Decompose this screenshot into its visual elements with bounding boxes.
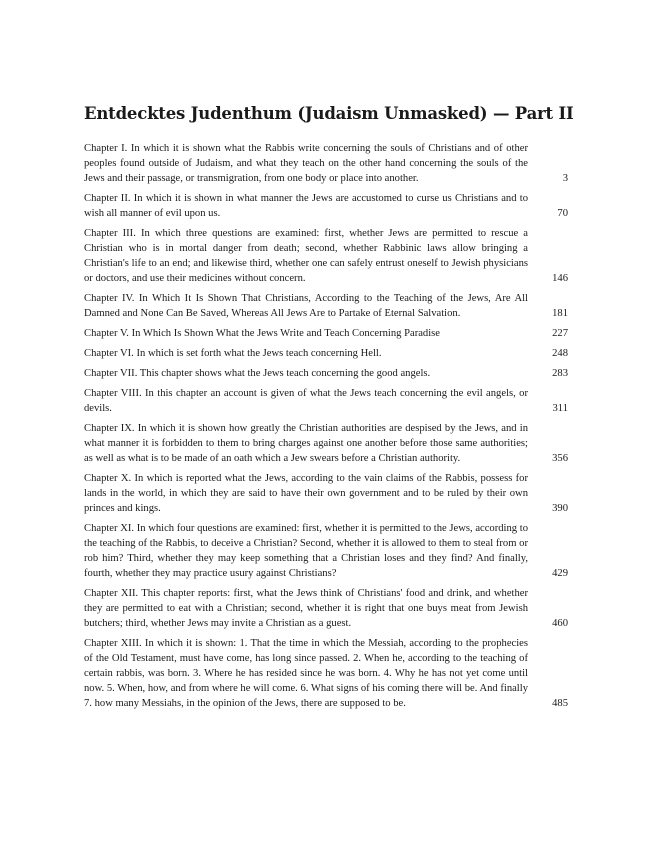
toc-entry-page: 485 xyxy=(552,698,568,709)
toc-entry-text: Chapter X. In which is reported what the Jews, according to the vain claims of the Rabbis, possess for lands in the world, in which they are said to have their own government and to be ruled by their own princes and kings. xyxy=(84,473,528,514)
toc-entry-5 xyxy=(84,326,568,341)
toc-entry-text: Chapter II. In which it is shown in what manner the Jews are accustomed to curse us Christians and to wish all manner of evil upon us. xyxy=(84,193,528,219)
page-title: Entdecktes Judenthum (Judaism Unmasked) — Part II xyxy=(84,104,574,123)
toc-entry-text: Chapter V. In Which Is Shown What the Jews Write and Teach Concerning Paradise xyxy=(84,328,441,339)
toc-entry-page: 146 xyxy=(552,273,568,284)
toc-entry-9 xyxy=(84,421,568,466)
toc-entry-text: Chapter VII. This chapter shows what the Jews teach concerning the good angels. xyxy=(84,368,431,379)
toc-entry-page: 429 xyxy=(552,568,568,579)
toc-entry-13 xyxy=(84,636,568,711)
toc-entry-12 xyxy=(84,586,568,631)
toc-entry-page: 356 xyxy=(552,453,568,464)
toc-entry-page: 70 xyxy=(557,208,568,219)
toc-entry-page: 248 xyxy=(552,348,568,359)
toc-entry-3 xyxy=(84,226,568,286)
toc-entry-text: Chapter III. In which three questions are examined: first, whether Jews are permitted to rescue a Christian who is in mortal danger from death; second, whether Rabbinic laws allow bringing a Christian's life to an end; and likewise third, whether one can safely entrust oneself to Jewish physicians or doctors, and use their medicines without concern. xyxy=(84,228,528,284)
toc-entry-page: 460 xyxy=(552,618,568,629)
toc-entry-page: 283 xyxy=(552,368,568,379)
toc-entry-page: 311 xyxy=(552,403,568,414)
toc-entry-2 xyxy=(84,191,568,221)
toc-entry-text: Chapter I. In which it is shown what the Rabbis write concerning the souls of Christians and of other peoples found outside of Judaism, and what they teach on the other hand concerning the souls of the Jews and their passage, or transmigration, from one body or place into another. xyxy=(84,143,528,184)
toc-entry-4 xyxy=(84,291,568,321)
toc-entry-text: Chapter XI. In which four questions are examined: first, whether it is permitted to the Jews, according to the teaching of the Rabbis, to deceive a Christian? Second, whether it is allowed to them to steal from or rob him? Third, whether they may keep something that a Christian loses and they find? And finally, fourth, whether they may practice usury against Christians? xyxy=(84,523,528,579)
toc-entry-text: Chapter IV. In Which It Is Shown That Christians, According to the Teaching of the Jews, Are All Damned and None Can Be Saved, Whereas All Jews Are to Partake of Eternal Salvation. xyxy=(84,293,528,319)
toc-entry-page: 390 xyxy=(552,503,568,514)
toc-entry-page: 227 xyxy=(552,328,568,339)
toc-entry-10 xyxy=(84,471,568,516)
toc-entry-text: Chapter XII. This chapter reports: first, what the Jews think of Christians' food and drink, and whether they are permitted to eat with a Christian; second, whether it is right that one buys meat from Jewish butchers; third, whether Jews may invite a Christian as a guest. xyxy=(84,588,528,629)
toc-entry-1 xyxy=(84,141,568,186)
toc-entry-7 xyxy=(84,366,568,381)
toc-entry-11 xyxy=(84,521,568,581)
toc-entry-page: 3 xyxy=(562,173,568,184)
toc-entry-text: Chapter VIII. In this chapter an account is given of what the Jews teach concerning the evil angels, or devils. xyxy=(84,388,528,414)
table-of-contents xyxy=(84,141,568,716)
toc-entry-text: Chapter VI. In which is set forth what the Jews teach concerning Hell. xyxy=(84,348,382,359)
toc-entry-text: Chapter IX. In which it is shown how greatly the Christian authorities are despised by the Jews, and in what manner it is forbidden to them to bring charges against one another before those same authorities; as well as what is to be made of an oath which a Jew swears before a Christian authority. xyxy=(84,423,528,464)
toc-entry-6 xyxy=(84,346,568,361)
toc-entry-text: Chapter XIII. In which it is shown: 1. That the time in which the Messiah, according to the prophecies of the Old Testament, must have come, has long since passed. 2. When he, according to the teaching of certain rabbis, was born. 3. Where he has resided since he was born. 4. Why he has not yet come until now. 5. When, how, and from where he will come. 6. What signs of his coming there will be. And finally 7. how many Messiahs, in the opinion of the Jews, there are supposed to be. xyxy=(84,638,528,709)
toc-entry-page: 181 xyxy=(552,308,568,319)
toc-entry-8 xyxy=(84,386,568,416)
